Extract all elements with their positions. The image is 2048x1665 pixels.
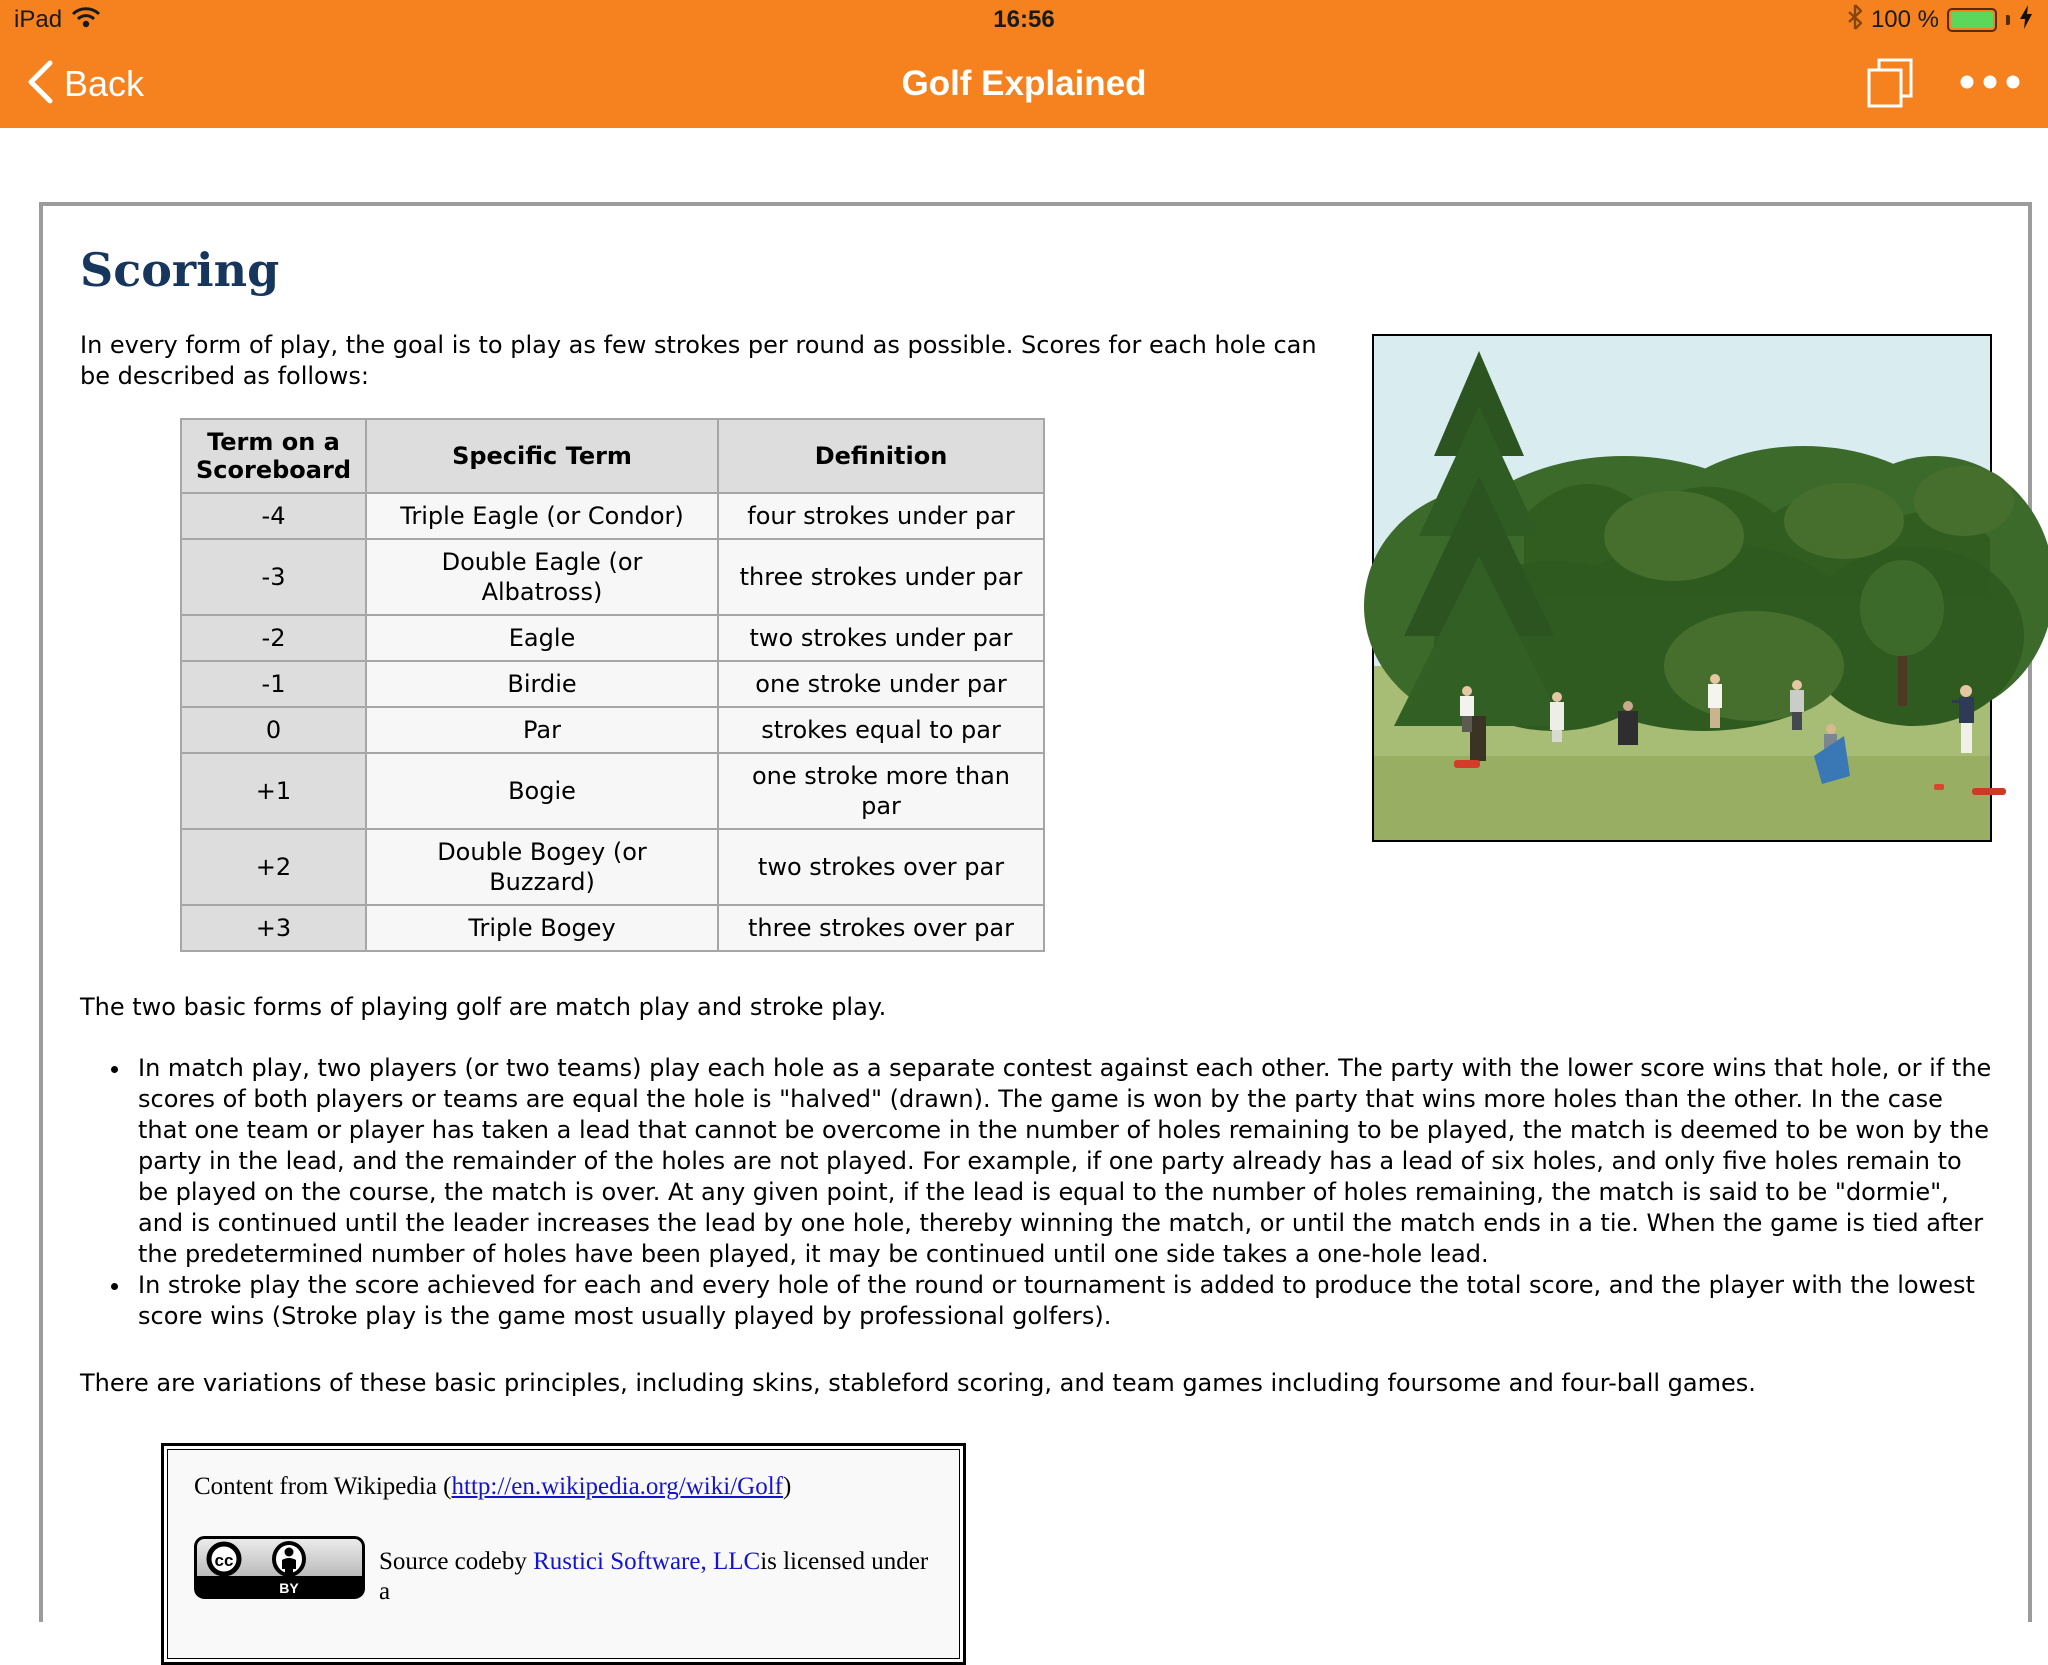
lightning-bolt-icon [2018,4,2034,37]
chevron-left-icon [26,59,54,110]
status-bar [0,0,2048,40]
clock: 16:56 [993,6,1055,33]
table-row [181,661,1044,707]
carrier-label: iPad [14,6,63,33]
page-title-bar: Golf Explained [901,64,1147,103]
attribution-line [194,1472,933,1502]
table-row [181,905,1044,951]
wikipedia-link[interactable]: http://en.wikipedia.org/wiki/Golf [451,1473,783,1500]
battery-icon [1947,8,1997,32]
table-cell: Eagle [366,615,718,661]
forms-paragraph: The two basic forms of playing golf are match play and stroke play. [80,993,887,1021]
table-cell: -1 [181,661,366,707]
table-cell: +2 [181,829,366,905]
table-cell: three strokes under par [718,539,1044,615]
source-pre: Source code [379,1548,502,1575]
svg-text:cc: cc [214,1551,234,1570]
table-cell: one stroke under par [718,661,1044,707]
table-cell: four strokes under par [718,493,1044,539]
column-header: Definition [718,419,1044,493]
table-cell: Par [366,707,718,753]
more-button[interactable] [1958,73,2022,96]
pages-button[interactable] [1862,54,1918,115]
bluetooth-icon [1847,4,1863,37]
column-header: Specific Term [366,419,718,493]
table-row [181,615,1044,661]
top-bars [0,0,2048,128]
pages-overlap-icon [1862,54,1918,110]
battery-tip [2006,15,2010,25]
table-cell: -4 [181,493,366,539]
table-cell: 0 [181,707,366,753]
table-cell: +3 [181,905,366,951]
variations-paragraph: There are variations of these basic principles, including skins, stableford scoring, and team games including foursome and four-ball games. [80,1369,1756,1397]
source-row [194,1536,933,1607]
table-cell: Double Bogey (or Buzzard) [366,829,718,905]
table-row [181,493,1044,539]
bullet-item-stroke-play: • In stroke play the score achieved for each and every hole of the round or tournament is added to produce the total score, and the player with the lowest score wins (Stroke play is the game most usually played by professional golfers). [132,1270,1992,1332]
cc-by-badge [194,1536,365,1607]
back-button[interactable] [26,59,144,110]
back-label: Back [64,63,145,104]
table-row [181,753,1044,829]
table-cell: Triple Bogey [366,905,718,951]
table-header-row [181,419,1044,493]
intro-paragraph: In every form of play, the goal is to play as few strokes per round as possible. Scores for each hole can be described as follows: [80,331,1317,390]
creative-commons-icon [209,1544,239,1574]
score-table [180,418,1045,952]
content-card [39,202,2032,1622]
battery-percent: 100 % [1870,6,1939,33]
table-cell: two strokes under par [718,615,1044,661]
source-line [379,1547,933,1607]
score-table-body [181,493,1044,951]
table-row [181,829,1044,905]
table-cell: one stroke more than par [718,753,1044,829]
bullet-list [80,1053,1992,1332]
ellipsis-icon [1958,73,2022,91]
table-cell: two strokes over par [718,829,1044,905]
nav-bar [0,40,2048,128]
table-cell: +1 [181,753,366,829]
source-post: is licensed under a [379,1548,929,1605]
table-cell: -2 [181,615,366,661]
rustici-link[interactable]: Rustici Software, LLC [533,1548,761,1575]
table-cell: Birdie [366,661,718,707]
bullet-item-match-play: • In match play, two players (or two teams) play each hole as a separate contest against each other. The party with the lower score wins that hole, or if the scores of both players or teams are equal the hole is "halved" (drawn). The game is won by the party that wins more holes than the other. In the case that one team or player has taken a lead that cannot be overcome in the number of holes remaining to be played, the match is deemed to be won by the party in the lead, and the remainder of the holes are not played. For example, if one party already has a lead of six holes, and only five holes remain to be played on the course, the match is over. At any given point, if the lead is equal to the number of holes remaining, the match is said to be "dormie", and is continued until the leader increases the lead by one hole, thereby winning the match, or until the match ends in a tie. When the game is tied after the predetermined number of holes have been played, it may be continued until one side takes a one-hole lead. [132,1053,1992,1270]
golf-photo-graphic [1374,336,1990,840]
table-row [181,707,1044,753]
table-row [181,539,1044,615]
golf-course-photo [1372,334,1992,842]
column-header: Term on a Scoreboard [181,419,366,493]
attribution-prefix: Content from Wikipedia ( [194,1473,452,1500]
attribution-box [161,1443,966,1665]
table-cell: Double Eagle (or Albatross) [366,539,718,615]
source-by: by [501,1548,534,1575]
section-heading: Scoring [80,243,280,297]
person-icon [274,1543,304,1576]
table-cell: -3 [181,539,366,615]
table-cell: strokes equal to par [718,707,1044,753]
table-cell: Bogie [366,753,718,829]
by-label: BY [279,1580,299,1596]
table-cell: three strokes over par [718,905,1044,951]
attribution-suffix: ) [782,1473,792,1500]
table-cell: Triple Eagle (or Condor) [366,493,718,539]
